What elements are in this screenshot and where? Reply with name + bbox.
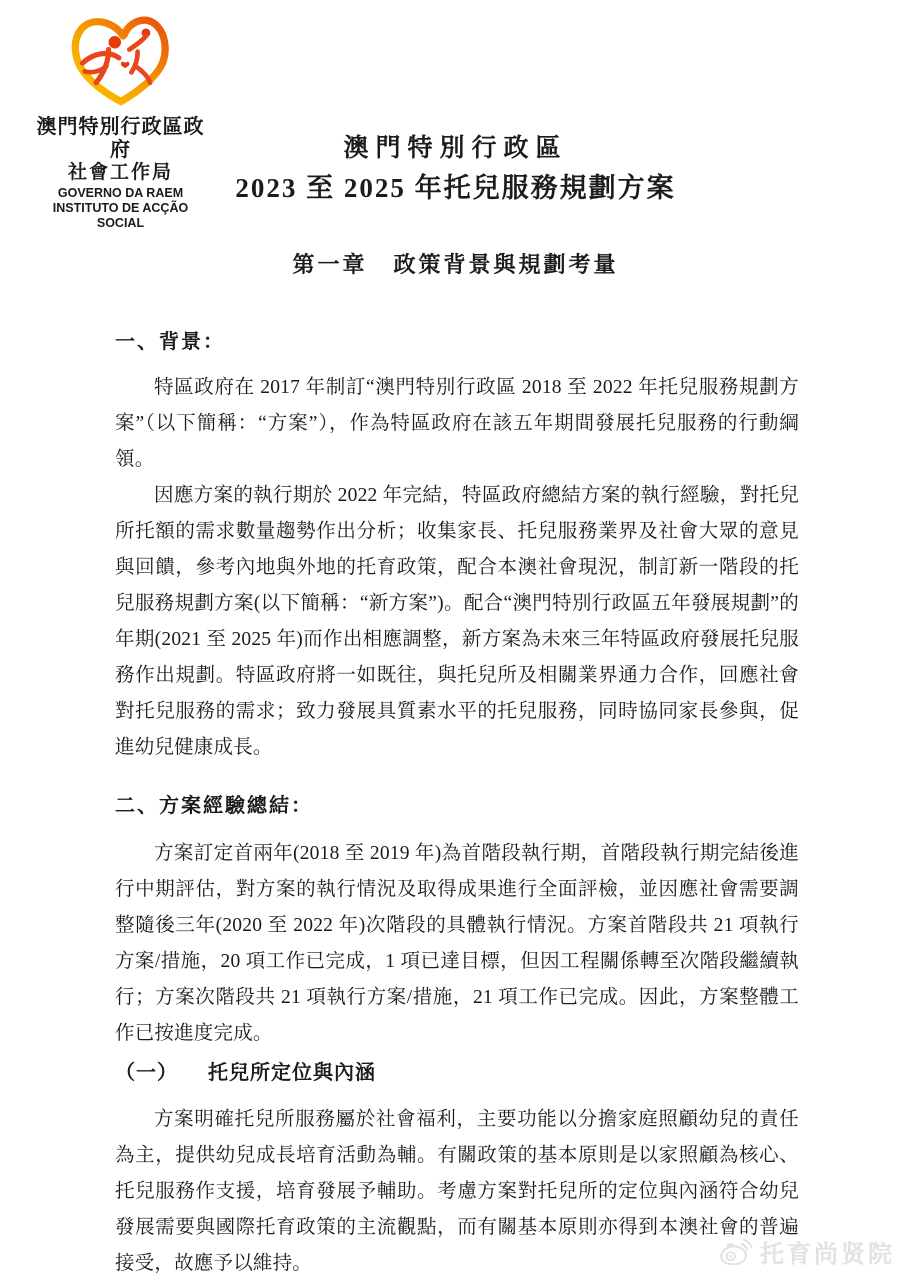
document-body	[115, 330, 799, 1279]
section-1-paragraph-1: 特區政府在 2017 年制訂“澳門特別行政區 2018 至 2022 年托兒服務規劃方案”（以下簡稱：“方案”），作為特區政府在該五年期間發展托兒服務的行動綱領。	[115, 377, 799, 470]
chapter-title: 政策背景與規劃考量	[393, 252, 619, 277]
org-name-zh-line1: 澳門特別行政區政府	[36, 116, 205, 161]
document-title-line2: 2023 至 2025 年托兒服務規劃方案	[235, 173, 676, 203]
watermark	[719, 1234, 895, 1269]
org-name-pt-line2: INSTITUTO DE ACÇÃO SOCIAL	[52, 201, 189, 230]
subsection-1-title: 托兒所定位與內涵	[208, 1062, 376, 1084]
subsection-1-paragraph-1: 方案明確托兒所服務屬於社會福利，主要功能以分擔家庭照顧幼兒的責任為主，提供幼兒成長培育活動為輔。有關政策的基本原則是以家照顧為核心、托兒服務作支援，培育發展予輔助。考慮方案對托兒所的定位與內涵符合幼兒發展需要與國際托育政策的主流觀點，而有關基本原則亦得到本澳社會的普遍接受，故應予以維持。	[115, 1109, 799, 1274]
document-title	[0, 133, 911, 205]
section-2-heading: 二、方案經驗總結：	[115, 795, 313, 817]
org-name-zh-line2: 社會工作局	[67, 162, 173, 183]
section-1-paragraph-2: 因應方案的執行期於 2022 年完結，特區政府總結方案的執行經驗，對托兒所托額的需求數量趨勢作出分析；收集家長、托兒服務業界及社會大眾的意見與回饋，參考內地與外地的托育政策，配合本澳社會現況，制訂新一階段的托兒服務規劃方案(以下簡稱：“新方案”)。配合“澳門特別行政區五年發展規劃”的年期(2021 至 2025 年)而作出相應調整，新方案為未來三年特區政府發展托兒服務作出規劃。特區政府將一如既往，與托兒所及相關業界通力合作，回應社會對托兒服務的需求；致力發展具質素水平的托兒服務，同時協同家長參與，促進幼兒健康成長。	[115, 485, 799, 758]
chapter-heading	[0, 248, 911, 279]
org-name-pt-line1: GOVERNO DA RAEM	[57, 186, 184, 200]
document-title-line1: 澳門特別行政區	[343, 135, 568, 162]
weibo-icon	[719, 1237, 753, 1267]
section-2-paragraph-1: 方案訂定首兩年(2018 至 2019 年)為首階段執行期，首階段執行期完結後進行中期評估，對方案的執行情況及取得成果進行全面評檢，並因應社會需要調整隨後三年(2020 至 2022 年)次階段的具體執行情況。方案首階段共 21 項執行方案/措施，20 項工作已完成，1 項已達目標，但因工程關係轉至次階段繼續執行；方案次階段共 21 項執行方案/措施，21 項工作已完成。因此，方案整體工作已按進度完成。	[115, 843, 799, 1044]
subsection-1-number: （一）	[115, 1062, 178, 1084]
section-1-heading: 一、背景：	[115, 331, 225, 353]
chapter-number: 第一章	[292, 252, 368, 277]
subsection-1-heading	[115, 1060, 799, 1086]
ias-heart-logo	[69, 14, 173, 110]
watermark-text: 托育尚贤院	[760, 1241, 895, 1268]
